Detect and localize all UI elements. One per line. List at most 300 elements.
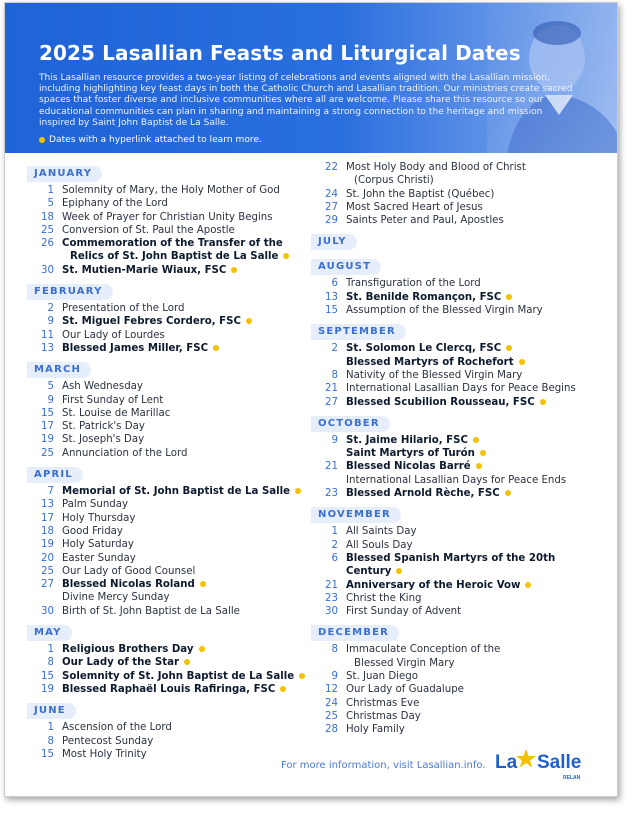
event-day: 2 [331, 343, 338, 355]
event-day: 30 [41, 264, 54, 276]
event-title [62, 525, 307, 538]
event-row[interactable] [311, 291, 601, 304]
month-heading: JANUARY [27, 166, 102, 182]
event-link[interactable] [62, 656, 307, 669]
la-salle-logo [493, 741, 583, 783]
hyperlink-dot-icon [299, 673, 305, 679]
event-row[interactable] [27, 683, 307, 696]
event-title [346, 592, 601, 605]
event-title [62, 447, 307, 460]
hyperlink-dot-icon [199, 646, 205, 652]
event-day: 5 [47, 381, 54, 393]
event-day: 1 [47, 722, 54, 734]
month-heading: AUGUST [311, 259, 381, 275]
event-day: 15 [41, 748, 54, 760]
event-title [62, 591, 307, 604]
event-day: 8 [47, 657, 54, 669]
event-link[interactable] [62, 643, 307, 656]
event-title [346, 683, 601, 696]
event-link[interactable] [346, 291, 601, 304]
event-row [311, 474, 601, 487]
event-text: Blessed Virgin Mary [354, 657, 455, 669]
event-text: Assumption of the Blessed Virgin Mary [346, 305, 543, 317]
event-title [346, 539, 601, 552]
event-row [311, 539, 601, 552]
event-row [311, 657, 601, 670]
event-row [27, 565, 307, 578]
event-text: Divine Mercy Sunday [62, 592, 170, 604]
event-text: Good Friday [62, 525, 123, 537]
event-day: 15 [325, 305, 338, 317]
event-row [311, 382, 601, 395]
event-day: 17 [41, 512, 54, 524]
event-link[interactable] [346, 447, 601, 460]
month-heading: FEBRUARY [27, 284, 113, 300]
month-section [311, 411, 601, 500]
event-row [311, 188, 601, 201]
event-row [311, 723, 601, 736]
event-title [346, 369, 601, 382]
event-title [62, 302, 307, 315]
event-link[interactable] [346, 342, 601, 355]
event-text: Blessed Nicolas Roland [62, 579, 195, 591]
event-day: 13 [41, 342, 54, 354]
month-heading: OCTOBER [311, 416, 390, 432]
event-link[interactable] [62, 683, 307, 696]
event-link[interactable] [346, 460, 601, 473]
event-text: Immaculate Conception of the [346, 644, 501, 656]
event-link[interactable] [62, 250, 307, 263]
event-text: St. Jaime Hilario, FSC [346, 434, 468, 446]
event-row [27, 721, 307, 734]
month-section [311, 319, 601, 408]
event-text: Christmas Eve [346, 697, 420, 709]
intro-paragraph: This Lasallian resource provides a two-year listing of celebrations and events aligned with the Lasallian mission, including highlighting key feast days in both the Catholic Church and Lasallian tradition. Our ministries create sacred spaces that foster diverse and inclusive communities where all are welcome. Please share this resource so our educational communities can plan in sharing and maintaining a strong connection to the heritage and mission inspired by Saint John Baptist de La Salle. [39, 73, 573, 128]
hyperlink-dot-icon [246, 318, 252, 324]
event-text: St. Patrick's Day [62, 421, 145, 433]
event-day: 24 [325, 697, 338, 709]
event-day: 9 [331, 434, 338, 446]
event-text: All Souls Day [346, 539, 413, 551]
event-text: Holy Saturday [62, 539, 134, 551]
month-section [27, 279, 307, 355]
event-title [346, 474, 601, 487]
month-heading: JUNE [27, 703, 76, 719]
event-title [346, 214, 601, 227]
event-text: Conversion of St. Paul the Apostle [62, 224, 235, 236]
event-day: 18 [41, 211, 54, 223]
event-text: St. Juan Diego [346, 671, 418, 683]
hyperlink-dot-icon [213, 345, 219, 351]
event-row [311, 525, 601, 538]
hyperlink-dot-icon [396, 568, 402, 574]
month-section [311, 229, 601, 252]
event-title [346, 697, 601, 710]
hyperlink-dot-icon [473, 437, 479, 443]
hyperlink-dot-icon [280, 686, 286, 692]
event-day: 21 [325, 383, 338, 395]
event-row [27, 420, 307, 433]
month-section [27, 161, 307, 277]
event-title [62, 184, 307, 197]
legend-text: Dates with a hyperlink attached to learn more. [49, 135, 262, 145]
event-row[interactable] [27, 578, 307, 591]
month-heading: DECEMBER [311, 625, 399, 641]
event-text: Pentecost Sunday [62, 735, 154, 747]
event-day: 30 [325, 606, 338, 618]
event-text: Week of Prayer for Christian Unity Begins [62, 211, 273, 223]
event-link[interactable] [62, 670, 307, 683]
hyperlink-legend [39, 135, 262, 145]
event-day: 24 [325, 188, 338, 200]
event-title [62, 538, 307, 551]
logo-star-icon [516, 749, 536, 768]
event-day: 22 [325, 162, 338, 173]
event-day: 8 [47, 735, 54, 747]
event-row [311, 683, 601, 696]
hyperlink-dot-icon [525, 582, 531, 588]
event-title [346, 643, 601, 656]
event-text: Blessed Arnold Rèche, FSC [346, 488, 500, 500]
hyperlink-dot-icon [519, 359, 525, 365]
event-row[interactable] [311, 342, 601, 355]
event-row [311, 369, 601, 382]
event-link[interactable] [62, 237, 307, 250]
event-day: 1 [47, 644, 54, 656]
hyperlink-dot-icon [295, 488, 301, 494]
event-row[interactable] [27, 656, 307, 669]
event-day: 9 [47, 394, 54, 406]
event-text: Holy Family [346, 724, 405, 736]
event-link[interactable] [346, 356, 601, 369]
event-title [346, 723, 601, 736]
event-text: Blessed Raphaël Louis Rafiringa, FSC [62, 683, 276, 695]
event-day: 1 [47, 185, 54, 196]
event-day: 30 [41, 605, 54, 617]
event-title [346, 188, 601, 201]
month-heading: MARCH [27, 362, 91, 378]
event-text: All Saints Day [346, 526, 417, 538]
event-row[interactable] [27, 250, 307, 263]
event-row [27, 525, 307, 538]
footer-info-link[interactable]: For more information, visit Lasallian.info. [281, 760, 486, 771]
event-row[interactable] [27, 485, 307, 498]
event-text: St. Mutien-Marie Wiaux, FSC [62, 264, 227, 276]
event-day: 28 [325, 724, 338, 736]
event-day: 17 [41, 421, 54, 433]
event-row[interactable] [311, 552, 601, 579]
event-text: Our Lady of Guadalupe [346, 684, 464, 696]
event-row [311, 710, 601, 723]
event-link[interactable] [62, 578, 307, 591]
event-day: 27 [325, 396, 338, 408]
event-text: Nativity of the Blessed Virgin Mary [346, 369, 523, 381]
event-day: 6 [331, 552, 338, 564]
event-row [27, 512, 307, 525]
event-title [346, 277, 601, 290]
event-row[interactable] [27, 342, 307, 355]
event-text: Anniversary of the Heroic Vow [346, 579, 521, 591]
event-title [346, 382, 601, 395]
event-title [346, 201, 601, 214]
event-link[interactable] [62, 485, 307, 498]
event-text: Palm Sunday [62, 499, 129, 511]
event-text: Memorial of St. John Baptist de La Salle [62, 486, 291, 498]
event-row [311, 643, 601, 656]
event-title [62, 498, 307, 511]
event-title [346, 525, 601, 538]
event-day: 19 [41, 683, 54, 695]
event-row [311, 277, 601, 290]
event-row [311, 670, 601, 683]
event-day: 15 [41, 670, 54, 682]
hyperlink-dot-icon [200, 581, 206, 587]
event-day: 21 [325, 461, 338, 473]
event-text: Most Holy Body and Blood of Christ [346, 162, 526, 173]
event-day: 11 [41, 329, 54, 341]
event-text: Transfiguration of the Lord [346, 278, 481, 290]
event-day: 8 [331, 369, 338, 381]
event-title [62, 721, 307, 734]
month-heading: SEPTEMBER [311, 324, 406, 340]
event-row[interactable] [311, 447, 601, 460]
event-day: 9 [47, 316, 54, 328]
event-day: 20 [41, 552, 54, 564]
logo-text-la: La [495, 752, 518, 773]
event-row [27, 407, 307, 420]
event-row[interactable] [311, 460, 601, 473]
event-day: 25 [41, 447, 54, 459]
event-title [62, 380, 307, 393]
event-text: Presentation of the Lord [62, 303, 185, 315]
event-day: 2 [331, 539, 338, 551]
event-text: Christ the King [346, 592, 422, 604]
event-text: St. Benilde Romançon, FSC [346, 291, 502, 303]
event-text: Epiphany of the Lord [62, 198, 168, 210]
hyperlink-dot-icon [39, 137, 45, 143]
event-text: International Lasallian Days for Peace Begins [346, 383, 576, 395]
event-text: Solemnity of St. John Baptist de La Salle [62, 670, 295, 682]
event-title [62, 735, 307, 748]
event-day: 9 [331, 671, 338, 683]
event-day: 18 [41, 525, 54, 537]
event-day: 13 [41, 499, 54, 511]
hyperlink-dot-icon [480, 450, 486, 456]
event-text: Holy Thursday [62, 512, 136, 524]
event-link[interactable] [346, 552, 601, 579]
event-day: 12 [325, 684, 338, 696]
event-title [62, 197, 307, 210]
event-text: Easter Sunday [62, 552, 136, 564]
month-section [27, 357, 307, 460]
event-text: St. Louise de Marillac [62, 407, 171, 419]
event-link[interactable] [346, 396, 601, 409]
event-row [27, 394, 307, 407]
event-row[interactable] [27, 643, 307, 656]
event-link[interactable] [346, 487, 601, 500]
event-text: St. Solomon Le Clercq, FSC [346, 343, 502, 355]
event-row[interactable] [311, 434, 601, 447]
event-text: Most Holy Trinity [62, 748, 147, 760]
event-row [311, 161, 601, 174]
event-link[interactable] [346, 579, 601, 592]
event-row[interactable] [311, 356, 601, 369]
event-row [27, 498, 307, 511]
event-text: Our Lady of Lourdes [62, 329, 165, 341]
event-text: Blessed Spanish Martyrs of the 20th Century [346, 552, 556, 578]
event-text: First Sunday of Advent [346, 606, 462, 618]
event-row [27, 197, 307, 210]
event-text: Birth of St. John Baptist de La Salle [62, 605, 240, 617]
event-title [62, 394, 307, 407]
event-text: Relics of St. John Baptist de La Salle [70, 251, 279, 263]
event-row [27, 591, 307, 604]
event-title [346, 605, 601, 618]
event-text: Our Lady of the Star [62, 657, 179, 669]
event-row[interactable] [27, 264, 307, 277]
event-day: 19 [41, 539, 54, 551]
event-title [62, 748, 307, 761]
logo-subtext: RELAN [563, 775, 581, 781]
event-row[interactable] [311, 396, 601, 409]
event-day: 25 [325, 710, 338, 722]
event-day: 26 [41, 238, 54, 250]
event-day: 27 [325, 201, 338, 213]
event-row [311, 592, 601, 605]
event-title [62, 407, 307, 420]
event-text: St. Miguel Febres Cordero, FSC [62, 316, 241, 328]
event-text: Blessed Scubilion Rousseau, FSC [346, 396, 535, 408]
event-day: 5 [47, 198, 54, 210]
event-row [27, 329, 307, 342]
event-day: 13 [325, 291, 338, 303]
hyperlink-dot-icon [506, 345, 512, 351]
event-title [62, 211, 307, 224]
event-row [27, 538, 307, 551]
event-text: Blessed James Miller, FSC [62, 342, 209, 354]
page-title: 2025 Lasallian Feasts and Liturgical Dates [39, 41, 521, 65]
event-row [27, 447, 307, 460]
event-day: 7 [47, 486, 54, 498]
month-heading: JULY [311, 234, 357, 250]
event-text: First Sunday of Lent [62, 394, 164, 406]
event-day: 19 [41, 434, 54, 446]
event-title [346, 304, 601, 317]
event-title [62, 605, 307, 618]
hyperlink-dot-icon [231, 267, 237, 273]
header-banner [5, 3, 617, 153]
event-row [27, 552, 307, 565]
event-row [27, 184, 307, 197]
event-text: Our Lady of Good Counsel [62, 565, 196, 577]
event-text: St. John the Baptist (Québec) [346, 188, 495, 200]
event-day: 27 [41, 579, 54, 591]
event-row [311, 201, 601, 214]
month-section [27, 698, 307, 761]
month-section [311, 620, 601, 736]
event-title [346, 670, 601, 683]
event-link[interactable] [62, 342, 307, 355]
event-title [62, 552, 307, 565]
month-section [311, 254, 601, 317]
event-link[interactable] [346, 434, 601, 447]
event-row [311, 214, 601, 227]
event-text: Blessed Nicolas Barré [346, 461, 471, 473]
event-title [346, 174, 601, 187]
hyperlink-dot-icon [476, 463, 482, 469]
event-title [346, 161, 601, 174]
event-day: 8 [331, 644, 338, 656]
hyperlink-dot-icon [283, 253, 289, 259]
event-day: 29 [325, 215, 338, 227]
hyperlink-dot-icon [505, 490, 511, 496]
month-section [311, 502, 601, 618]
event-row[interactable] [27, 315, 307, 328]
event-text: St. Joseph's Day [62, 434, 145, 446]
month-section [311, 161, 601, 227]
month-heading: APRIL [27, 467, 83, 483]
event-title [62, 565, 307, 578]
event-text: Religious Brothers Day [62, 644, 194, 656]
event-day: 23 [325, 592, 338, 604]
event-link[interactable] [62, 315, 307, 328]
event-title [62, 224, 307, 237]
event-row[interactable] [311, 579, 601, 592]
logo-text-salle: Salle [537, 752, 582, 773]
event-row [311, 304, 601, 317]
event-row [27, 433, 307, 446]
document-page [4, 2, 618, 797]
event-row [27, 380, 307, 393]
event-day: 25 [41, 224, 54, 236]
event-day: 25 [41, 565, 54, 577]
event-row [27, 224, 307, 237]
month-section [27, 620, 307, 696]
event-title [62, 512, 307, 525]
event-day: 6 [331, 278, 338, 290]
event-day: 21 [325, 579, 338, 591]
calendar-column-left [27, 161, 307, 763]
event-row[interactable] [27, 237, 307, 250]
event-row [27, 748, 307, 761]
event-text: Ash Wednesday [62, 381, 143, 393]
event-text: Commemoration of the Transfer of the [62, 238, 283, 250]
hyperlink-dot-icon [184, 659, 190, 665]
event-row [311, 605, 601, 618]
hyperlink-dot-icon [540, 399, 546, 405]
event-day: 1 [331, 526, 338, 538]
event-link[interactable] [62, 264, 307, 277]
event-title [62, 420, 307, 433]
event-row[interactable] [311, 487, 601, 500]
event-text: Christmas Day [346, 710, 421, 722]
event-text: (Corpus Christi) [354, 175, 434, 187]
hyperlink-dot-icon [506, 294, 512, 300]
event-row [27, 211, 307, 224]
event-text: Saint Martyrs of Turón [346, 448, 475, 460]
event-text: Blessed Martyrs of Rochefort [346, 356, 514, 368]
event-title [346, 710, 601, 723]
month-heading: MAY [27, 625, 72, 641]
month-section [27, 462, 307, 618]
event-title [346, 657, 601, 670]
event-text: Annunciation of the Lord [62, 447, 188, 459]
calendar-column-right [311, 161, 601, 739]
event-text: International Lasallian Days for Peace Ends [346, 474, 567, 486]
event-text: Ascension of the Lord [62, 722, 172, 734]
event-title [62, 329, 307, 342]
event-row[interactable] [27, 670, 307, 683]
